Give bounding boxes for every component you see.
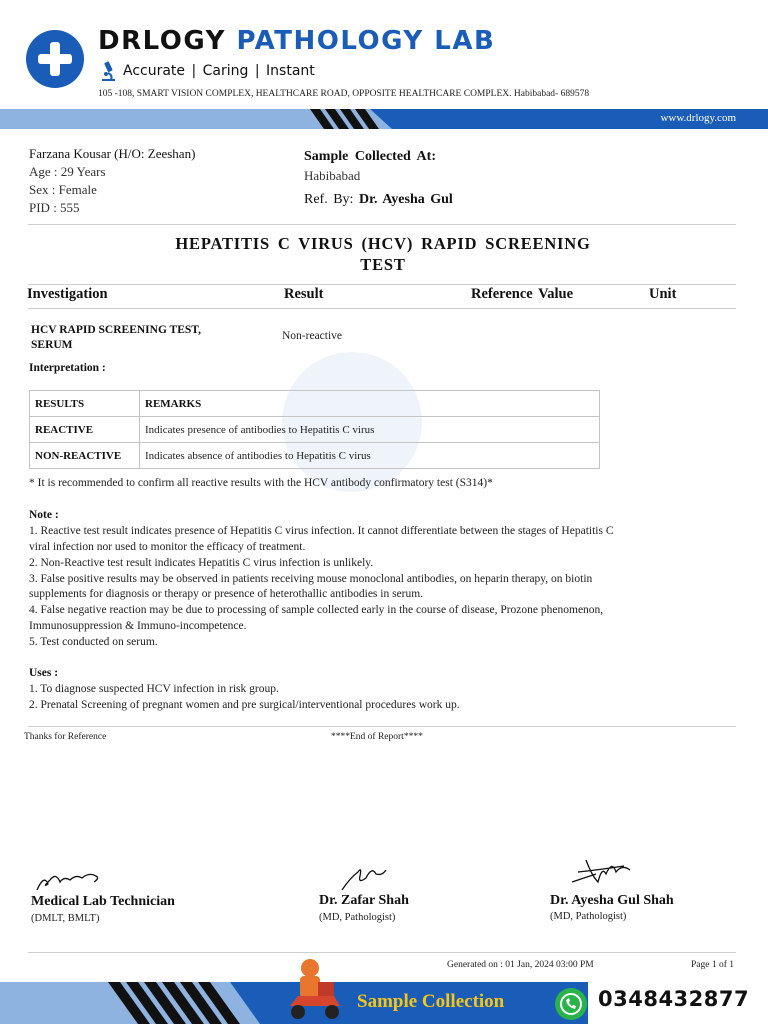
test-name-line1: HCV RAPID SCREENING TEST, [31,324,201,336]
column-reference-value: Reference Value [471,286,573,302]
microscope-icon [98,61,118,83]
table-row [30,417,600,443]
note-line: 1. Reactive test result indicates presence of Hepatitis C virus infection. It cannot differentiate between the stages of Hepatitis C [29,525,614,537]
page-number: Page 1 of 1 [691,960,735,970]
note-line: supplements for diagnosis or therapy or presence of heterothallic antibodies in serum. [29,588,424,600]
column-result: Result [284,286,324,302]
doctor2-signature [568,852,634,892]
brand-name-part1: DRLOGY [98,26,226,56]
doctor1-credentials: (MD, Pathologist) [319,912,396,923]
note-line: Immunosuppression & Immuno-incompetence. [29,620,247,632]
thanks-text: Thanks for Reference [24,732,107,742]
website-link[interactable]: www.drlogy.com [660,112,736,124]
end-of-report: ****End of Report**** [331,732,423,742]
doctor2-name: Dr. Ayesha Gul Shah [550,893,674,908]
generated-on: Generated on : 01 Jan, 2024 03:00 PM [447,960,594,970]
sample-collection-label: Sample Collection [357,991,505,1012]
table-row [30,443,600,469]
doctor1-name: Dr. Zafar Shah [319,893,409,908]
phone-number[interactable]: 0348432877 [598,987,750,1011]
test-name [31,323,201,353]
table-header-remarks: REMARKS [140,391,600,417]
table-cell-result: NON-REACTIVE [30,443,140,469]
divider [28,308,736,309]
technician-signature [34,866,104,894]
report-title-line2: TEST [360,255,406,274]
note-line: 2. Non-Reactive test result indicates Hepatitis C virus infection is unlikely. [29,557,374,569]
header-band [0,109,768,129]
lab-logo-icon [26,30,84,88]
table-header-row [30,391,600,417]
whatsapp-icon[interactable] [555,988,587,1020]
recommendation-note: * It is recommended to confirm all reactive results with the HCV antibody confirmatory test (S314)* [29,477,493,489]
note-line: viral infection nor used to monitor the efficacy of treatment. [29,541,306,553]
delivery-scooter-icon [282,956,348,1022]
report-title-line1: HEPATITIS C VIRUS (HCV) RAPID SCREENING [175,234,591,253]
column-investigation: Investigation [27,286,108,302]
interpretation-table [29,390,600,469]
lab-address: 105 -108, SMART VISION COMPLEX, HEALTHCARE ROAD, OPPOSITE HEALTHCARE COMPLEX. Habibabad- 689578 [98,89,590,99]
column-unit: Unit [649,286,677,302]
table-cell-remark: Indicates presence of antibodies to Hepatitis C virus [140,417,600,443]
ref-by-value: Dr. Ayesha Gul [358,192,453,207]
report-title [130,233,636,275]
technician-credentials: (DMLT, BMLT) [31,913,100,924]
table-cell-result: REACTIVE [30,417,140,443]
brand-name [98,26,495,56]
technician-title: Medical Lab Technician [31,894,175,909]
sample-collected-label: Sample Collected At: [304,149,436,164]
patient-age: Age : 29 Years [29,164,106,179]
note-label: Note : [29,509,59,521]
divider [28,726,736,727]
test-name-line2: SERUM [31,339,73,351]
note-line: 3. False positive results may be observed in patients receiving mouse monoclonal antibodies, on heparin therapy, on biotin [29,573,593,585]
test-result: Non-reactive [282,330,343,342]
table-header-results: RESULTS [30,391,140,417]
whatsapp-phone-glyph-icon [555,988,587,1020]
table-cell-remark: Indicates absence of antibodies to Hepatitis C virus [140,443,600,469]
brand-name-part2: PATHOLOGY LAB [236,26,496,56]
patient-sex: Sex : Female [29,182,97,197]
tagline: Accurate | Caring | Instant [123,63,315,79]
divider [28,952,736,953]
referred-by [304,192,453,208]
divider [28,224,736,225]
uses-label: Uses : [29,667,59,679]
uses-line: 1. To diagnose suspected HCV infection in risk group. [29,683,279,695]
uses-line: 2. Prenatal Screening of pregnant women and pre surgical/interventional procedures work up. [29,699,460,711]
note-line: 5. Test conducted on serum. [29,636,158,648]
patient-id: PID : 555 [29,200,80,215]
doctor1-signature [338,860,390,894]
patient-name: Farzana Kousar (H/O: Zeeshan) [29,146,196,161]
doctor2-credentials: (MD, Pathologist) [550,911,627,922]
interpretation-label: Interpretation : [29,362,106,374]
note-line: 4. False negative reaction may be due to processing of sample collected early in the course of disease, Prozone phenomenon, [29,604,604,616]
ref-by-label: Ref. By: [304,192,354,207]
divider [28,284,736,285]
sample-collected-value: Habibabad [304,168,361,183]
